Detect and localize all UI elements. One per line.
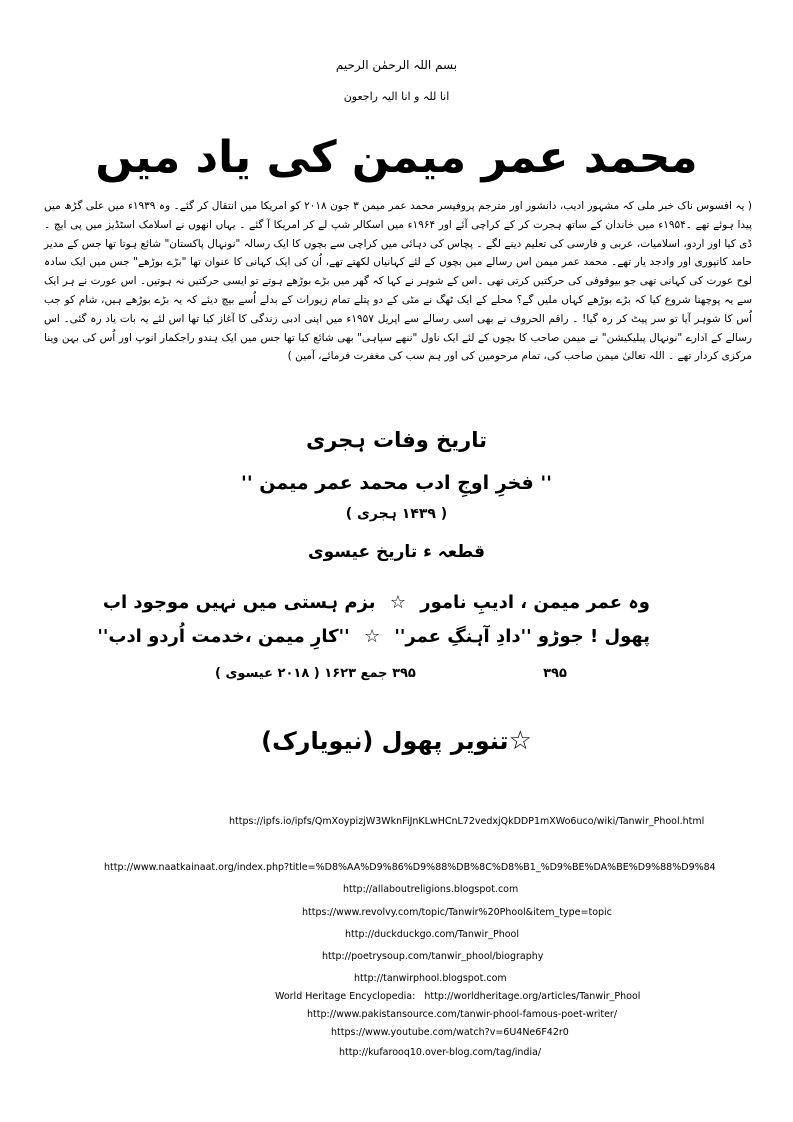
author-signature	[0, 726, 793, 756]
link-overblog[interactable]: http://kufarooq10.over-blog.com/tag/india/	[339, 1047, 542, 1058]
verse-1-first-hemistich: وہ عمر میمن ، ادیبِ نامور	[420, 592, 650, 613]
page-title: محمد عمر میمن کی یاد میں	[95, 132, 698, 183]
link-tanwirphool-blog[interactable]: http://tanwirphool.blogspot.com	[354, 973, 507, 984]
link-revolvy[interactable]: https://www.revolvy.com/topic/Tanwir%20Phool&item_type=topic	[302, 907, 612, 918]
verse-2-second-hemistich: ''کارِ میمن ،خدمت اُردو ادب''	[97, 626, 350, 647]
link-naatkainaat[interactable]: http://www.naatkainaat.org/index.php?title=%D8%AA%D9%86%D9%88%DB%8C%D8%B1_%D9%BE%DA%BE%D9%88%D9%84	[104, 862, 716, 873]
verse-line-1	[102, 592, 650, 613]
gregorian-qita-heading: قطعہ ء تاریخ عیسوی	[308, 542, 485, 562]
hijri-date-heading: تاریخ وفات ہجری	[305, 428, 488, 452]
hijri-chronogram-phrase: '' فخرِ اوجِ ادب محمد عمر میمن ''	[241, 472, 552, 494]
bismillah-heading: بسم اللہ الرحمٰن الرحیم	[335, 58, 458, 72]
verse-1-second-hemistich: بزم ہستی میں نہیں موجود اب	[102, 592, 376, 613]
hijri-year: ( ۱۴۳۹ ہجری )	[345, 506, 448, 522]
link-duckduckgo[interactable]: http://duckduckgo.com/Tanwir_Phool	[345, 929, 519, 940]
abjad-sum: ۳۹۵ جمع ۱۶۲۳ ( ۲۰۱۸ عیسوی )	[215, 666, 416, 681]
link-worldheritage[interactable]: http://worldheritage.org/articles/Tanwir_Phool	[424, 991, 641, 1002]
author-name: تنویر پھول (نیویارک)	[261, 727, 509, 755]
verse-line-2	[97, 626, 650, 647]
obituary-paragraph: ( یہ افسوس ناک خبر ملی کہ مشہور ادیب، دانشور اور مترجم پروفیسر محمد عمر میمن ۳ جون ۲۰۱۸ کو امریکا میں انتقال کر گئے۔ وہ ۱۹۳۹ء میں علی گڑھ میں پیدا ہوئے تھے ۔۱۹۵۴ء میں خاندان کے ساتھ ہجرت کر کے کراچی آئے اور ۱۹۶۴ء میں اسکالر شپ لے کر امریکا آ گئے ۔ یہاں انھوں نے اسلامک اسٹڈیز میں پی ایچ ۔ ڈی کیا اور اردو، اسلامیات، عربی و فارسی کی تعلیم دینے لگے ۔ پچاس کی دہائی میں کراچی سے بچوں کا ایک رسالہ "نونہال پاکستان" شائع ہوتا تھا جس کے مدیر حامد کانپوری اور وادجد یار تھے۔ محمد عمر میمن اس رسالے میں بچوں کے لئے کہانیاں لکھتے تھے، اُن کی ایک کہانی کا عنوان تھا "بڑے بوڑھے" جس میں ایک سادہ لوح عورت کی کہانی تھی جو بیوقوفی کی حرکتیں کرتی تھی ۔اس کے شوہر نے کہا کہ گھر میں بڑے بوڑھے ہوتے تو ایسی حرکتیں نہ ہوتیں۔ اس عورت نے ہر ایک سے یہ پوچھنا شروع کیا کہ بڑے بوڑھے کہاں ملیں گے؟ محلے کے ایک ٹھگ نے مٹی کے دو پتلے تمام زیورات کے بدلے اُسے بیچ دیئے کہ یہ بڑے بوڑھے ہیں، شام کو جب اُس کا شوہر آیا تو سر پیٹ کر رہ گیا! ۔ راقم الحروف نے بھی اسی رسالے سے اپریل ۱۹۵۷ء میں اپنی ادبی زندگی کا آغاز کیا تھا اس لئے یہ بات یاد رہ گئی۔ اس رسالے کے ادارے "نونہال پبلیکیشن" نے میمن صاحب کا بچوں کے لئے ایک ناول "ننھے سپاہی" بھی شائع کیا تھا جس میں ایک ہندو راجکمار انوپ اور اُس کی بہن وینا مرکزی کردار تھے ۔ اللہ تعالیٰ میمن صاحب کی، تمام مرحومین کی اور ہم سب کی مغفرت فرمائے، آمین )	[44, 200, 752, 363]
link-ipfs[interactable]: https://ipfs.io/ipfs/QmXoypizjW3WknFiJnKLwHCnL72vedxjQkDDP1mXWo6uco/wiki/Tanwir_Phool.html	[229, 816, 705, 827]
link-worldheritage-row	[275, 991, 640, 1002]
worldheritage-label: World Heritage Encyclopedia:	[275, 991, 416, 1002]
verse-2-first-hemistich: پھول ! جوڑو ''دادِ آہنگِ عمر''	[394, 626, 650, 647]
star-icon: ☆	[508, 726, 532, 756]
star-icon: ☆	[363, 626, 381, 647]
abjad-calculation-row	[160, 666, 640, 681]
link-youtube[interactable]: https://www.youtube.com/watch?v=6U4Ne6F42r0	[331, 1027, 569, 1038]
link-allaboutreligions[interactable]: http://allaboutreligions.blogspot.com	[343, 884, 519, 895]
link-pakistansource[interactable]: http://www.pakistansource.com/tanwir-phool-famous-poet-writer/	[307, 1009, 618, 1020]
abjad-value-first: ۳۹۵	[543, 666, 567, 681]
star-icon: ☆	[389, 592, 406, 613]
link-poetrysoup[interactable]: http://poetrysoup.com/tanwir_phool/biography	[322, 951, 544, 962]
inna-lillah-line: انا للہ و انا الیہ راجعون	[343, 90, 450, 103]
